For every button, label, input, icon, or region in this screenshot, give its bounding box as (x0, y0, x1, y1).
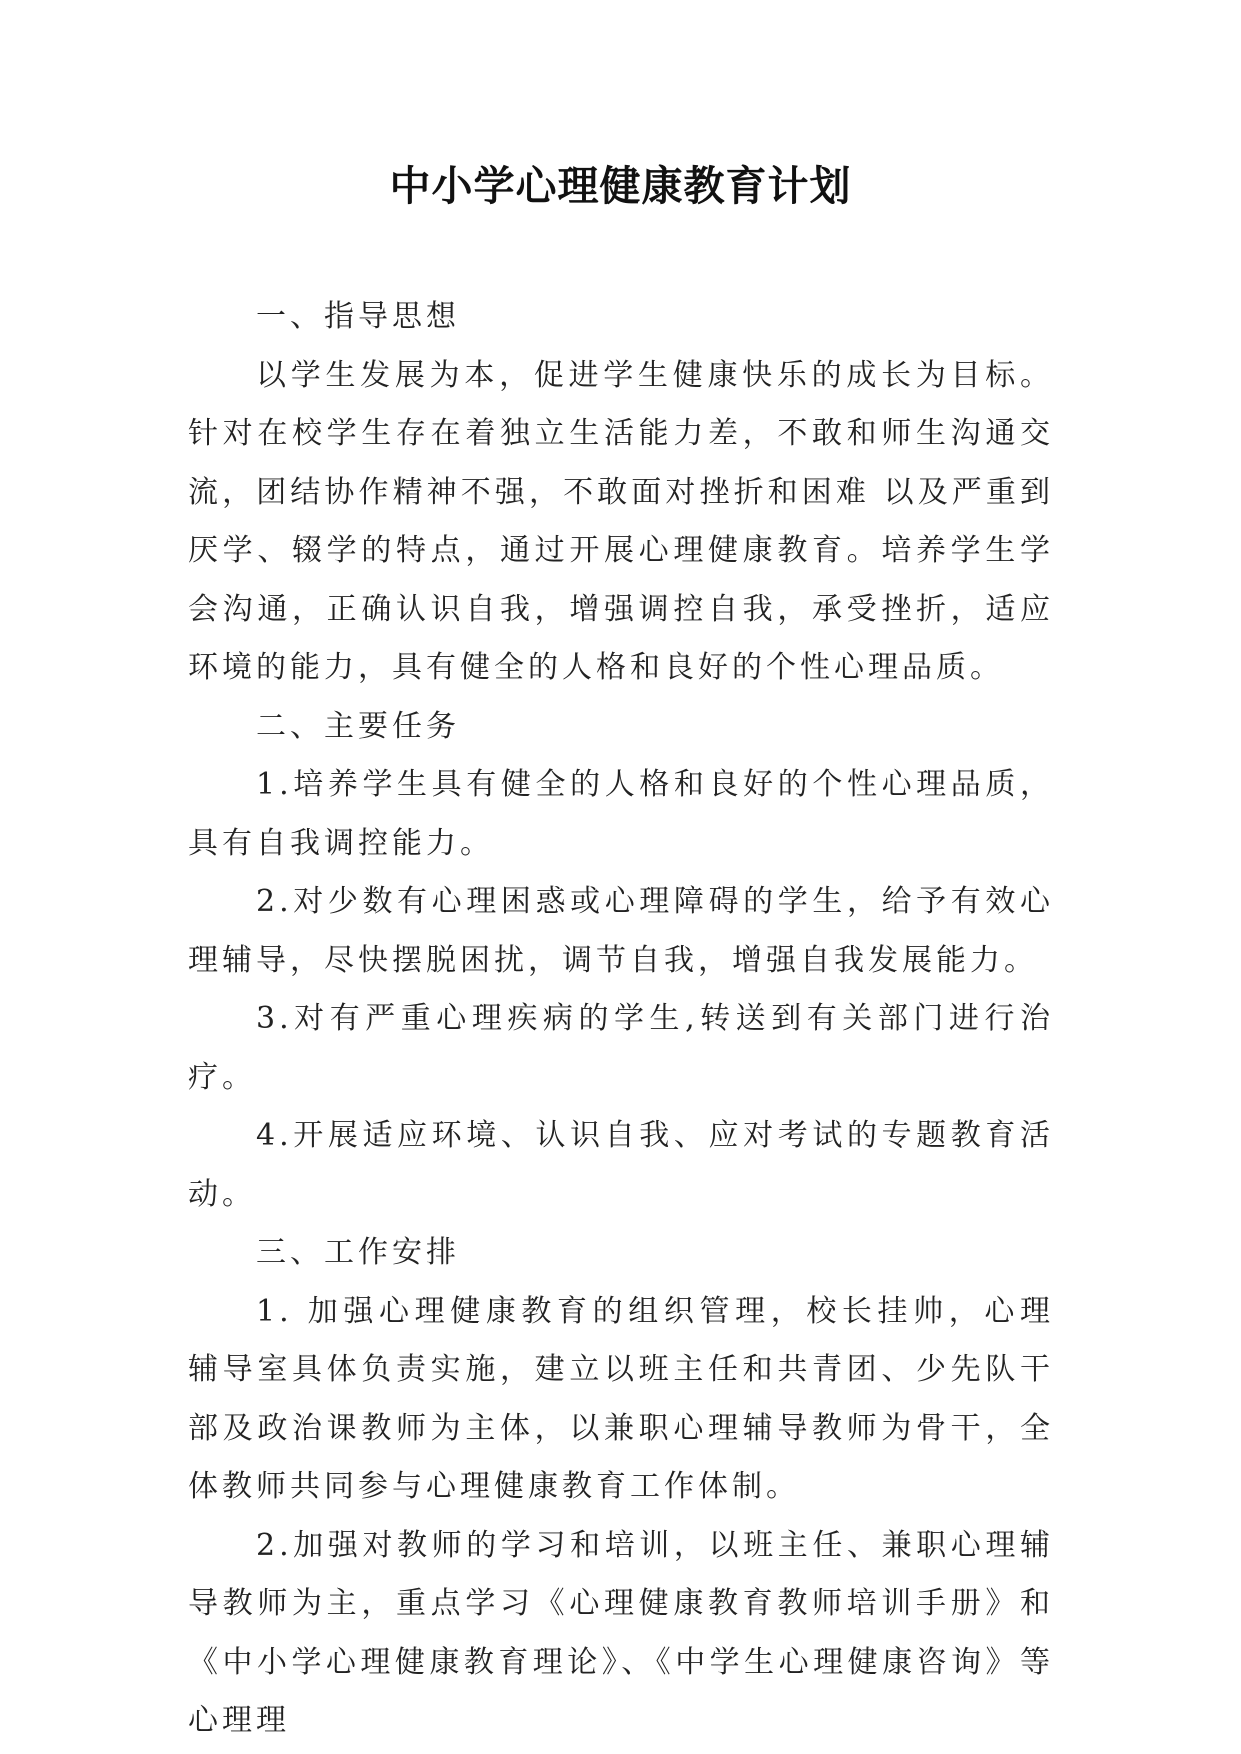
arrangement-item-1: 1. 加强心理健康教育的组织管理，校长挂帅，心理辅导室具体负责实施，建立以班主任和共青团、少先队干部及政治课教师为主体，以兼职心理辅导教师为骨干，全体教师共同参与心理健康教育工作体制。 (188, 1293, 1054, 1504)
task-item-3: 3.对有严重心理疾病的学生,转送到有关部门进行治疗。 (188, 1001, 1054, 1095)
section-heading-work-arrangement: 三、工作安排 (256, 1235, 460, 1270)
paragraph-guiding-ideology: 以学生发展为本，促进学生健康快乐的成长为目标。针对在校学生存在着独立生活能力差，不敢和师生沟通交流，团结协作精神不强，不敢面对挫折和困难 以及严重到厌学、辍学的特点，通过开展心理健康教育。培养学生学会沟通，正确认识自我，增强调控自我，承受挫折，适应环境的能力，具有健全的人格和良好的个性心理品质。 (188, 357, 1054, 685)
arrangement-item-2: 2.加强对教师的学习和培训，以班主任、兼职心理辅导教师为主，重点学习《心理健康教育教师培训手册》和《中小学心理健康教育理论》、《中学生心理健康咨询》等心理理 (188, 1527, 1054, 1738)
document-body (188, 288, 1054, 1751)
section-heading-guiding-ideology: 一、指导思想 (256, 299, 460, 334)
task-item-4: 4.开展适应环境、认识自我、应对考试的专题教育活动。 (188, 1118, 1054, 1212)
document-title: 中小学心理健康教育计划 (389, 162, 852, 210)
task-item-1: 1.培养学生具有健全的人格和良好的个性心理品质，具有自我调控能力。 (188, 767, 1054, 861)
task-item-2: 2.对少数有心理困惑或心理障碍的学生，给予有效心理辅导，尽快摆脱困扰，调节自我，增强自我发展能力。 (188, 884, 1054, 978)
section-heading-main-tasks: 二、主要任务 (256, 708, 460, 744)
